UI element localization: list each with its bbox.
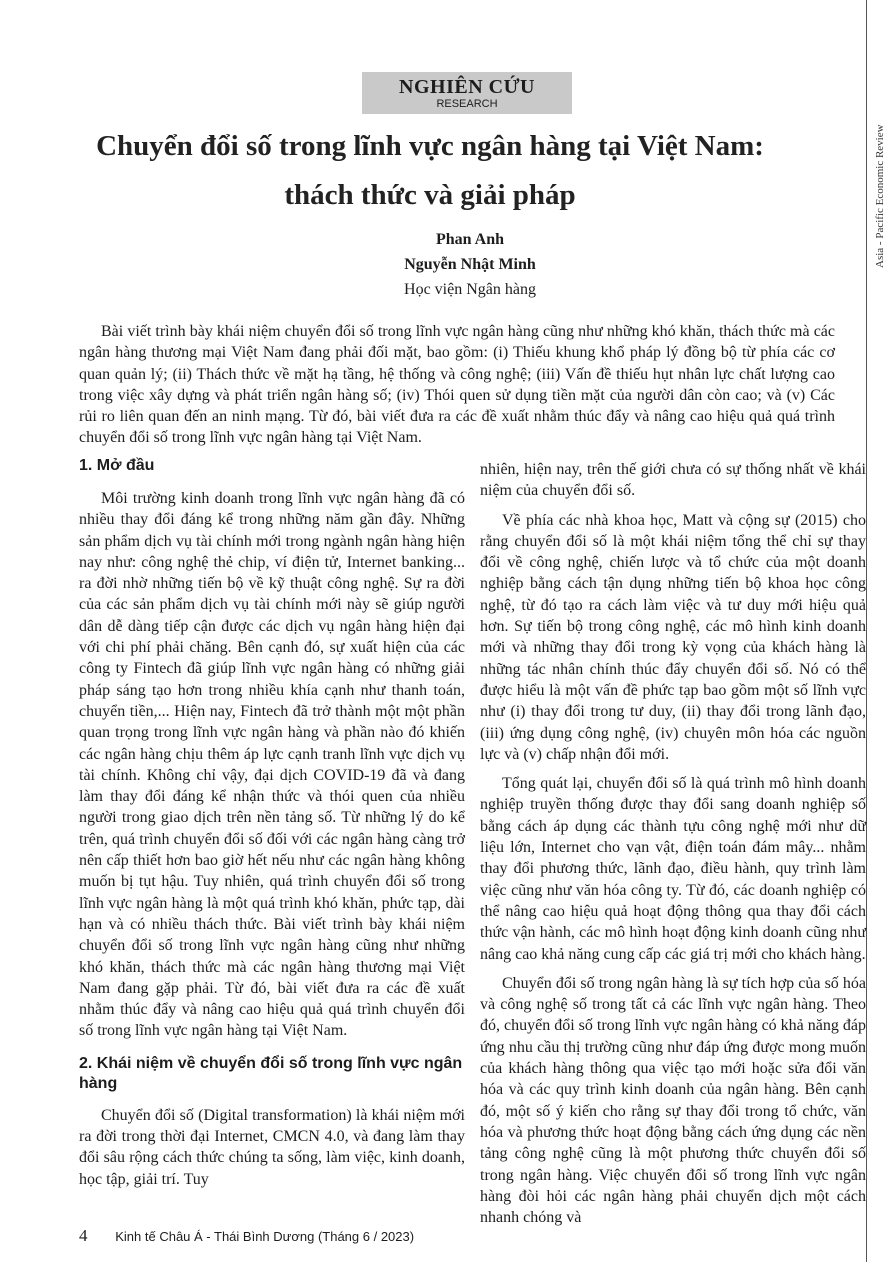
journal-side-label: Asia - Pacific Economic Review	[874, 124, 886, 268]
side-divider	[866, 0, 867, 1262]
paragraph: Môi trường kinh doanh trong lĩnh vực ngân hàng đã có nhiều thay đổi đáng kể trong những năm gần đây. Những sản phẩm dịch vụ tài chính mới trong ngành ngân hàng hiện nay như: công nghệ thẻ chip, ví điện tử, Internet banking... ra đời nhờ những tiến bộ về kỹ thuật công nghệ. Sự ra đời của các sản phẩm dịch vụ tài chính mới này sẽ giúp người dân dễ dàng tiếp cận được các dịch vụ ngân hàng hiện đại với chi phí phải chăng. Bên cạnh đó, sự xuất hiện của các công ty Fintech đã giúp lĩnh vực ngân hàng có những giải pháp sáng tạo hơn trong nhiều khía cạnh như thanh toán, chuyển tiền,... Hiện nay, Fintech đã trở thành một một phần quan trọng trong lĩnh vực ngân hàng và phần nào đó khiến các ngân hàng chịu thêm áp lực cạnh tranh lĩnh vực dịch vụ tài chính. Không chỉ vậy, đại dịch COVID-19 đã và đang làm thay đổi đáng kể nhận thức và thói quen của nhiều người trong giao dịch trên nền tảng số. Từ những lý do kể trên, quá trình chuyển đổi số đối với các ngân hàng càng trở nên cấp thiết hơn bao giờ hết nếu như các ngân hàng không muốn bị tụt hậu. Tuy nhiên, quá trình chuyển đổi số trong lĩnh vực ngân hàng là một quá trình khó khăn, phức tạp, dài hạn và có nhiều thách thức. Bài viết trình bày khái niệm chuyển đổi số trong lĩnh vực ngân hàng cũng như những khó khăn, thách thức mà các ngân hàng thương mại Việt Nam đang gặp phải. Từ đó, bài viết đưa ra các đề xuất nhằm thúc đẩy và nâng cao hiệu quả quá trình chuyển đổi số trong lĩnh vực ngân hàng tại Việt Nam.	[79, 490, 465, 1040]
heading-introduction: 1. Mở đầu	[79, 457, 155, 474]
page-number: 4	[79, 1226, 88, 1245]
left-column	[79, 456, 465, 1190]
section-tag	[362, 72, 572, 114]
paragraph: nhiên, hiện nay, trên thế giới chưa có sự thống nhất về khái niệm của chuyển đổi số.	[480, 461, 866, 500]
paragraph: Chuyển đổi số trong ngân hàng là sự tích hợp của số hóa và công nghệ số trong tất cả các lĩnh vực ngân hàng. Theo đó, chuyển đổi số trong lĩnh vực ngân hàng có khả năng đáp ứng nhu cầu thị trường cũng như đáp ứng được mong muốn của khách hàng thông qua việc tạo mới hoặc sửa đổi văn hóa và các quy trình kinh doanh của ngân hàng. Bên cạnh đó, một số ý kiến cho rằng sự thay đổi trong tổ chức, văn hóa và phương thức hoạt động bằng cách ứng dụng các nền tảng công nghệ cũng là một phương thức chuyển đổi số trong ngân hàng. Việc chuyển đổi số trong lĩnh vực ngân hàng đòi hỏi các ngân hàng phải chuyển dịch một cách nhanh chóng và	[480, 974, 866, 1227]
page-footer	[79, 1226, 414, 1246]
journal-name: Kinh tế Châu Á - Thái Bình Dương (Tháng 6 / 2023)	[115, 1229, 415, 1244]
paragraph: Về phía các nhà khoa học, Matt và cộng sự (2015) cho rằng chuyển đổi số là một khái niệm tổng thể chỉ sự thay đổi về công nghệ, chiến lược và tổ chức của một doanh nghiệp bằng cách tận dụng những tiến bộ khoa học công nghệ, từ đó tạo ra cách làm việc và tư duy mới hiệu quả hơn. Sự tiến bộ trong công nghệ, các mô hình kinh doanh mới và những thay đổi trong kỳ vọng của khách hàng là những tác nhân chính thúc đẩy chuyển đổi số. Nó có thể được hiểu là một vấn đề phức tạp bao gồm một số lĩnh vực như (i) thay đổi trong tư duy, (ii) thay đổi trong lãnh đạo, (iii) ứng dụng công nghệ, (iv) chuyên môn hóa các nguồn lực và (v) chấp nhận đổi mới.	[480, 511, 866, 763]
author-2: Nguyễn Nhật Minh	[404, 256, 536, 273]
section-sublabel: RESEARCH	[436, 98, 498, 110]
title-line-2: thách thức và giải pháp	[284, 179, 576, 211]
article-title	[60, 122, 800, 220]
right-column	[480, 459, 866, 1228]
title-line-1: Chuyển đổi số trong lĩnh vực ngân hàng tại Việt Nam:	[96, 130, 764, 162]
author-1: Phan Anh	[435, 231, 505, 248]
paragraph: Chuyển đổi số (Digital transformation) là khái niệm mới ra đời trong thời đại Internet, CMCN 4.0, và đang làm thay đổi sâu rộng cách thức chúng ta sống, làm việc, kinh doanh, học tập, giải trí. Tuy	[79, 1106, 465, 1188]
section-label: NGHIÊN CỨU	[399, 76, 535, 98]
paragraph: Tổng quát lại, chuyển đổi số là quá trình mô hình doanh nghiệp truyền thống được thay đổi sang doanh nghiệp số bằng cách áp dụng các thành tựu công nghệ mới như dữ liệu lớn, Internet cho vạn vật, điện toán đám mây... nhằm thay đổi phương thức, lãnh đạo, điều hành, quy trình làm việc cũng như văn hóa công ty. Từ đó, các doanh nghiệp có thể nâng cao hiệu quả hoạt động thông qua thay đổi cách thức vận hành, các mô hình hoạt động kinh doanh cũng như nâng cao khả năng cung cấp các giá trị mới cho khách hàng.	[480, 775, 866, 963]
abstract: Bài viết trình bày khái niệm chuyển đổi số trong lĩnh vực ngân hàng cũng như những khó khăn, thách thức mà các ngân hàng thương mại Việt Nam đang phải đối mặt, bao gồm: (i) Thiếu khung khổ pháp lý đồng bộ từ phía các cơ quan quản lý; (ii) Thách thức về mặt hạ tầng, hệ thống và công nghệ; (iii) Vấn đề thiếu hụt nhân lực chất lượng cao trong việc xây dựng và phát triển ngân hàng số; (iv) Thói quen sử dụng tiền mặt của người dân còn cao; và (v) Các rủi ro liên quan đến an ninh mạng. Từ đó, bài viết đưa ra các đề xuất nhằm thúc đẩy và nâng cao hiệu quả quá trình chuyển đổi số trong lĩnh vực ngân hàng tại Việt Nam.	[79, 323, 835, 447]
heading-concept: 2. Khái niệm về chuyển đổi số trong lĩnh vực ngân hàng	[79, 1054, 463, 1092]
affiliation: Học viện Ngân hàng	[404, 281, 536, 298]
